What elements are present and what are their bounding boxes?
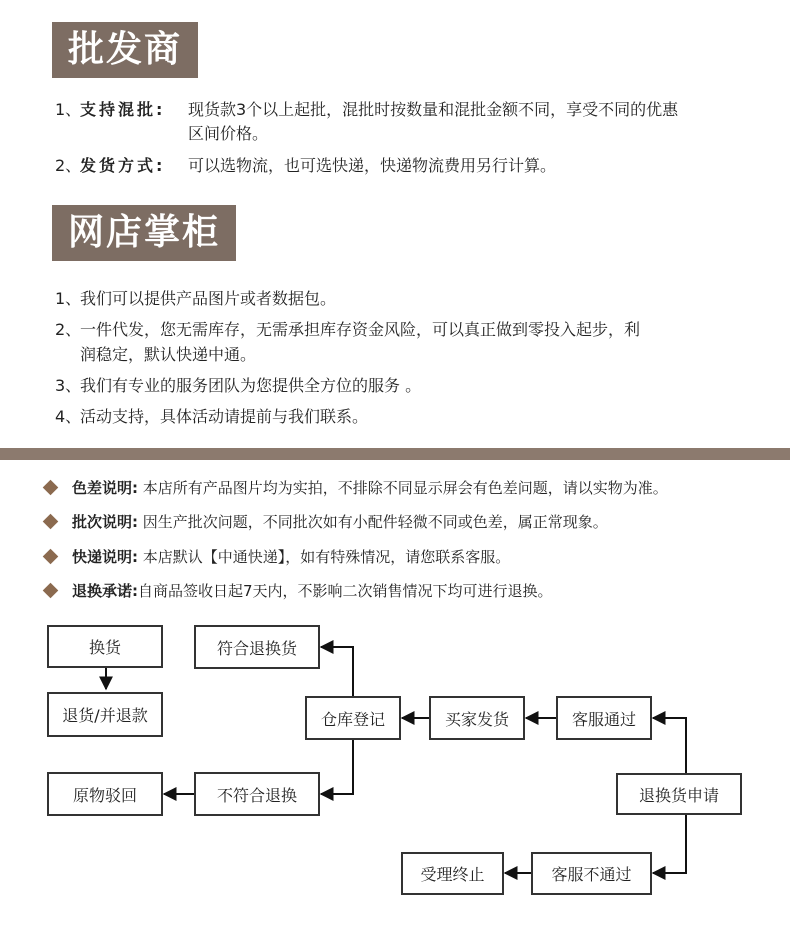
note-text: 本店默认【中通快递】，如有特殊情况，请您联系客服。 — [138, 548, 511, 566]
note-text: 因生产批次问题，不同批次如有小配件轻微不同或色差，属正常现象。 — [138, 513, 608, 531]
wholesale-item-2-label: 发货方式: — [80, 156, 166, 175]
note-label: 色差说明: — [72, 479, 138, 497]
shopkeeper-item-3-text: 我们有专业的服务团队为您提供全方位的服务 。 — [80, 376, 422, 395]
flow-cs-fail-label: 客服不通过 — [551, 865, 632, 884]
shopkeeper-item-2-text-2: 润稳定，默认快递中通。 — [80, 345, 257, 364]
note-label: 快递说明: — [72, 548, 138, 566]
flow-return-original-label: 原物驳回 — [72, 785, 137, 805]
wholesale-item-1-text: 现货款3个以上起批，混批时按数量和混批金额不同，享受不同的优惠 — [188, 100, 679, 119]
flow-apply-label: 退换货申请 — [638, 785, 719, 805]
shopkeeper-item-1-num: 1、 — [55, 289, 82, 308]
wholesale-item-2-num: 2、 — [55, 156, 82, 175]
flow-buyer-ship-label: 买家发货 — [444, 709, 509, 729]
note-label: 退换承诺: — [72, 582, 138, 600]
shopkeeper-item-1-text: 我们可以提供产品图片或者数据包。 — [80, 289, 337, 308]
flow-buyer-ship-box — [429, 696, 525, 740]
flow-cs-pass-box — [556, 696, 652, 740]
flow-terminate-box — [401, 852, 504, 895]
flow-refund-box — [47, 692, 163, 737]
note-text: 本店所有产品图片均为实拍，不排除不同显示屏会有色差问题，请以实物为准。 — [138, 479, 668, 497]
flow-cs-pass-label: 客服通过 — [571, 709, 636, 729]
note-label: 批次说明: — [72, 513, 138, 531]
shopkeeper-item-4-text: 活动支持，具体活动请提前与我们联系。 — [80, 407, 369, 426]
wholesale-item-1-text-2: 区间价格。 — [188, 124, 269, 143]
flow-refund-label: 退货/并退款 — [62, 706, 148, 725]
flow-terminate-label: 受理终止 — [420, 865, 485, 884]
shopkeeper-title: 网店掌柜 — [68, 212, 221, 253]
flow-not-eligible-label: 不符合退换 — [216, 785, 297, 805]
wholesale-item-1-num: 1、 — [55, 100, 82, 119]
flow-apply-box — [616, 773, 742, 815]
flow-eligible-box — [194, 625, 320, 669]
shopkeeper-item-4-num: 4、 — [55, 407, 82, 426]
flow-eligible-label: 符合退换货 — [216, 638, 297, 658]
flow-return-original-box — [47, 772, 163, 816]
shopkeeper-item-3-num: 3、 — [55, 376, 82, 395]
flow-warehouse-box — [305, 696, 401, 740]
flow-exchange-label: 换货 — [88, 638, 121, 657]
flow-warehouse-label: 仓库登记 — [320, 709, 385, 729]
wholesale-item-1-label: 支持混批: — [80, 100, 166, 119]
shopkeeper-item-2-num: 2、 — [55, 320, 82, 339]
flow-cs-fail-box — [531, 852, 652, 895]
wholesale-item-2-text: 可以选物流，也可选快递，快递物流费用另行计算。 — [188, 156, 557, 175]
shopkeeper-item-2-text: 一件代发，您无需库存，无需承担库存资金风险，可以真正做到零投入起步，利 — [80, 320, 641, 339]
note-text: 自商品签收日起7天内，不影响二次销售情况下均可进行退换。 — [138, 582, 553, 600]
flow-not-eligible-box — [194, 772, 320, 816]
wholesale-title: 批发商 — [68, 29, 183, 70]
flow-exchange-box — [47, 625, 163, 668]
